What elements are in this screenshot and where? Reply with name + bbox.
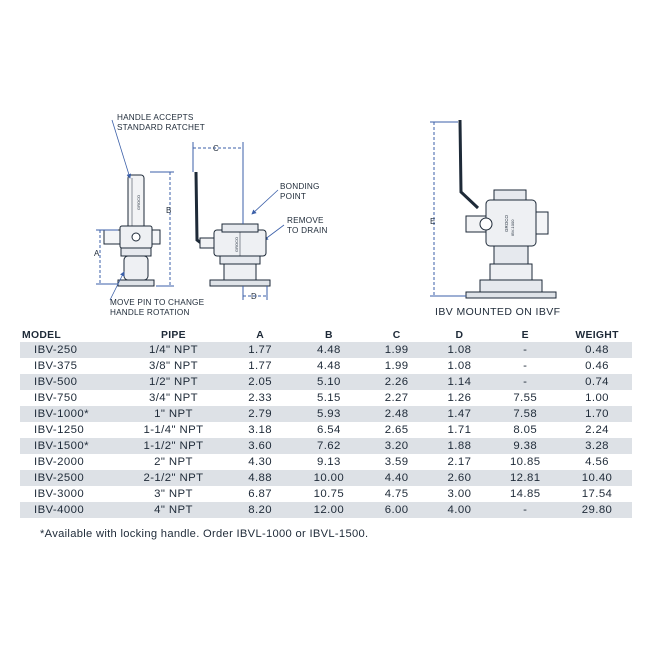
- dim-letter-c: C: [213, 144, 219, 153]
- cell-c: 2.65: [384, 424, 409, 436]
- dimension-b: [150, 172, 174, 286]
- cell-weight: 2.24: [585, 424, 609, 436]
- cell-d: 1.14: [431, 374, 489, 390]
- cell-weight: 17.54: [581, 488, 613, 500]
- cell-model: IBV-500: [20, 374, 122, 390]
- cell-model: IBV-750: [34, 392, 78, 404]
- table-row: [20, 422, 632, 438]
- callout-move-pin: [110, 298, 204, 317]
- header-a: A: [256, 330, 265, 341]
- cell-a: 2.33: [248, 392, 272, 404]
- cell-model: IBV-375: [34, 360, 78, 372]
- dim-letter-b: B: [166, 206, 172, 215]
- cell-a: 6.87: [248, 488, 272, 500]
- cell-pipe: 3/8" NPT: [148, 360, 198, 372]
- cell-model: IBV-1000*: [20, 406, 122, 422]
- cell-weight: 29.80: [562, 502, 632, 518]
- cell-d: 1.08: [447, 360, 472, 372]
- cell-pipe: 4" NPT: [122, 502, 226, 518]
- callout-line: HANDLE ROTATION: [110, 307, 190, 317]
- cell-d: 2.17: [447, 456, 472, 468]
- table-row: [20, 486, 632, 502]
- table-row: [20, 438, 632, 454]
- cell-weight: 1.00: [585, 392, 609, 404]
- cell-pipe: 1/2" NPT: [122, 374, 226, 390]
- cell-pipe: 3/4" NPT: [148, 392, 198, 404]
- cell-a: 4.88: [225, 470, 295, 486]
- table-row: [20, 470, 632, 486]
- front-view-drawing: [196, 172, 270, 286]
- header-pipe: PIPE: [161, 330, 186, 341]
- callout-handle-accepts: [117, 113, 205, 132]
- header-b: B: [324, 330, 333, 341]
- cell-weight: 3.28: [562, 438, 632, 454]
- cell-pipe: 1-1/4" NPT: [143, 424, 204, 436]
- callout-line: HANDLE ACCEPTS: [117, 113, 194, 122]
- front-view-brand-marking: GROCO: [234, 236, 239, 252]
- cell-e: -: [523, 360, 528, 372]
- mounted-view-drawing: [460, 120, 556, 298]
- cell-model: IBV-1500*: [20, 438, 122, 454]
- cell-e: 7.55: [513, 392, 538, 404]
- cell-d: 1.71: [447, 424, 472, 436]
- cell-b: 10.00: [295, 470, 363, 486]
- callout-line: POINT: [280, 191, 307, 201]
- cell-a: 3.60: [225, 438, 295, 454]
- table-row: [20, 342, 632, 358]
- cell-model: IBV-1250: [34, 424, 85, 436]
- cell-c: 2.27: [384, 392, 409, 404]
- cell-b: 6.54: [316, 424, 341, 436]
- mounted-view-model-marking: IBV-1000: [510, 219, 515, 236]
- cell-c: 6.00: [363, 502, 431, 518]
- table-row: [20, 390, 632, 406]
- cell-a: 2.79: [225, 406, 295, 422]
- cell-model: IBV-4000: [20, 502, 122, 518]
- callout-bonding-point: [280, 182, 320, 201]
- cell-e: -: [488, 374, 562, 390]
- cell-e: 14.85: [509, 488, 541, 500]
- cell-e: 8.05: [513, 424, 538, 436]
- cell-e: -: [488, 342, 562, 358]
- table-row: [20, 502, 632, 518]
- cell-e: 12.81: [488, 470, 562, 486]
- cell-pipe: 2-1/2" NPT: [122, 470, 226, 486]
- cell-weight: 4.56: [585, 456, 609, 468]
- cell-a: 8.20: [225, 502, 295, 518]
- cell-b: 5.10: [295, 374, 363, 390]
- mounted-caption: IBV MOUNTED ON IBVF: [435, 306, 561, 318]
- cell-d: 1.47: [431, 406, 489, 422]
- cell-d: 1.26: [447, 392, 472, 404]
- cell-weight: 1.70: [562, 406, 632, 422]
- cell-c: 2.26: [363, 374, 431, 390]
- dimension-c: [193, 142, 243, 224]
- cell-b: 12.00: [295, 502, 363, 518]
- cell-b: 10.75: [313, 488, 345, 500]
- cell-a: 3.18: [248, 424, 272, 436]
- cell-c: 1.99: [363, 342, 431, 358]
- cell-pipe: 3" NPT: [154, 488, 193, 500]
- dim-letter-e: E: [430, 217, 436, 226]
- dim-letter-a: A: [94, 249, 100, 258]
- cell-a: 1.77: [248, 360, 272, 372]
- cell-a: 2.05: [225, 374, 295, 390]
- header-c: C: [392, 330, 401, 341]
- cell-e: 7.58: [488, 406, 562, 422]
- cell-d: 1.88: [431, 438, 489, 454]
- table-header-row: [20, 329, 632, 342]
- cell-pipe: 1/4" NPT: [122, 342, 226, 358]
- cell-model: IBV-2000: [34, 456, 85, 468]
- cell-a: 1.77: [225, 342, 295, 358]
- cell-model: IBV-2500: [20, 470, 122, 486]
- cell-b: 9.13: [316, 456, 341, 468]
- callout-line: BONDING: [280, 182, 320, 191]
- cell-b: 4.48: [295, 342, 363, 358]
- cell-model: IBV-3000: [34, 488, 85, 500]
- cell-b: 7.62: [295, 438, 363, 454]
- cell-weight: 10.40: [562, 470, 632, 486]
- cell-d: 4.00: [431, 502, 489, 518]
- cell-c: 3.20: [363, 438, 431, 454]
- header-weight: WEIGHT: [575, 330, 619, 341]
- callout-line: REMOVE: [287, 216, 324, 225]
- cell-c: 1.99: [384, 360, 409, 372]
- side-view-brand-marking: GROCO: [136, 194, 141, 210]
- cell-b: 5.15: [316, 392, 341, 404]
- cell-weight: 0.74: [562, 374, 632, 390]
- callout-line: MOVE PIN TO CHANGE: [110, 298, 205, 307]
- mounted-view-brand-marking: GROCO: [504, 214, 509, 232]
- cell-weight: 0.48: [562, 342, 632, 358]
- cell-d: 2.60: [431, 470, 489, 486]
- cell-e: 10.85: [509, 456, 541, 468]
- dim-letter-d: D: [251, 292, 257, 301]
- table-row: [20, 454, 632, 470]
- header-e: E: [521, 330, 529, 341]
- cell-b: 4.48: [316, 360, 341, 372]
- table-row: [20, 358, 632, 374]
- header-d: D: [455, 330, 464, 341]
- cell-d: 1.08: [431, 342, 489, 358]
- cell-weight: 0.46: [585, 360, 609, 372]
- cell-c: 3.59: [384, 456, 409, 468]
- cell-e: -: [488, 502, 562, 518]
- spec-table: [20, 329, 632, 518]
- cell-pipe: 2" NPT: [154, 456, 193, 468]
- callout-remove-to-drain: [287, 216, 328, 235]
- header-model: MODEL: [22, 330, 62, 341]
- cell-c: 4.40: [363, 470, 431, 486]
- callout-line: STANDARD RATCHET: [117, 122, 205, 132]
- cell-c: 4.75: [384, 488, 409, 500]
- cell-pipe: 1-1/2" NPT: [122, 438, 226, 454]
- footnote: *Available with locking handle. Order IBVL-1000 or IBVL-1500.: [40, 528, 369, 540]
- cell-e: 9.38: [488, 438, 562, 454]
- cell-d: 3.00: [447, 488, 472, 500]
- callout-line: TO DRAIN: [287, 225, 328, 235]
- cell-model: IBV-250: [20, 342, 122, 358]
- table-row: [20, 374, 632, 390]
- cell-pipe: 1" NPT: [122, 406, 226, 422]
- cell-c: 2.48: [363, 406, 431, 422]
- table-row: [20, 406, 632, 422]
- cell-b: 5.93: [295, 406, 363, 422]
- cell-a: 4.30: [248, 456, 272, 468]
